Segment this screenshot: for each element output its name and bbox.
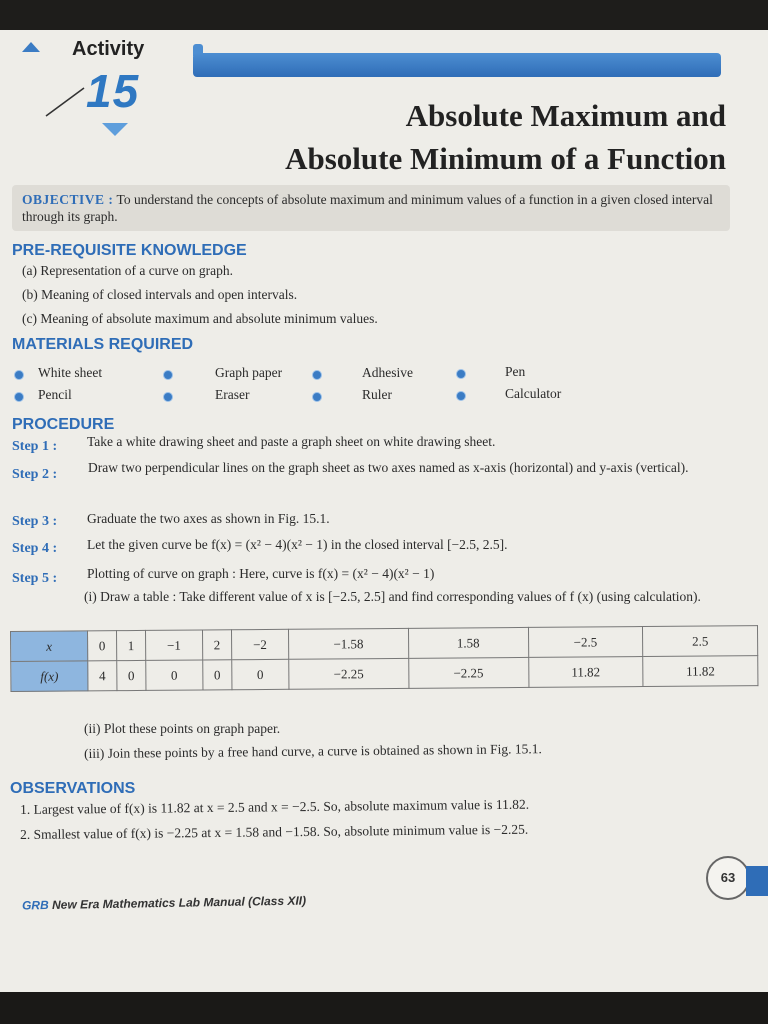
prerequisite-item: (c) Meaning of absolute maximum and absolute minimum values. <box>22 311 378 326</box>
page-number: 63 <box>706 856 750 900</box>
bullet-icon <box>163 370 173 380</box>
observations-heading: OBSERVATIONS <box>10 780 136 797</box>
sub-step-i: (i) Draw a table : Take different value of x is [−2.5, 2.5] and find corresponding values of f (x) (using calculation). <box>84 589 701 604</box>
table-header-fx: f(x) <box>11 661 88 692</box>
observation-item: 1. Largest value of f(x) is 11.82 at x = 2.5 and x = −2.5. So, absolute maximum value is 11.82. <box>20 796 530 817</box>
material-item: Pen <box>505 364 526 379</box>
table-cell: 0 <box>203 660 232 690</box>
bullet-icon <box>14 370 24 380</box>
bullet-icon <box>163 392 173 402</box>
step-text: Draw two perpendicular lines on the graph sheet as two axes named as x-axis (horizontal) and y-axis (vertical). <box>88 460 689 475</box>
table-cell: −2.25 <box>408 657 528 688</box>
table-cell: 0 <box>88 631 117 661</box>
table-cell: −2.5 <box>528 627 643 658</box>
values-table <box>10 625 758 692</box>
bullet-icon <box>312 392 322 402</box>
footer <box>22 894 306 913</box>
material-item: White sheet <box>38 365 103 380</box>
observation-item: 2. Smallest value of f(x) is −2.25 at x = 1.58 and −1.58. So, absolute minimum value is −2.25. <box>20 821 529 842</box>
material-item: Eraser <box>215 387 250 402</box>
sub-step-ii: (ii) Plot these points on graph paper. <box>84 721 281 736</box>
material-item: Calculator <box>505 386 562 401</box>
table-cell: 0 <box>145 660 202 690</box>
page-edge-tab <box>746 866 768 896</box>
step-label: Step 1 : <box>12 439 58 454</box>
desk-background <box>0 992 768 1024</box>
header-band <box>193 53 721 77</box>
bullet-icon <box>312 370 322 380</box>
book-page <box>0 30 768 992</box>
table-cell: 11.82 <box>643 656 758 687</box>
step-label: Step 2 : <box>12 467 58 482</box>
table-header-x: x <box>11 631 88 662</box>
table-cell: 0 <box>117 660 146 690</box>
prerequisite-item: (b) Meaning of closed intervals and open intervals. <box>22 287 298 302</box>
objective <box>22 191 727 225</box>
table-cell: 1 <box>116 630 145 660</box>
table-cell: −1.58 <box>288 628 408 659</box>
step-text: Take a white drawing sheet and paste a graph sheet on white drawing sheet. <box>87 434 496 449</box>
table-cell: 1.58 <box>408 627 528 658</box>
table-cell: −1 <box>145 630 202 660</box>
material-item: Pencil <box>38 387 72 402</box>
triangle-decoration-icon <box>22 42 40 52</box>
table-row-fx <box>11 656 758 692</box>
title-line-1: Absolute Maximum and <box>405 98 726 133</box>
prerequisite-item: (a) Representation of a curve on graph. <box>22 263 234 278</box>
sub-step-iii: (iii) Join these points by a free hand curve, a curve is obtained as shown in Fig. 15.1. <box>84 741 542 761</box>
bullet-icon <box>456 369 466 379</box>
material-item: Ruler <box>362 387 392 402</box>
step-label: Step 3 : <box>12 514 58 529</box>
step-text: Let the given curve be f(x) = (x² − 4)(x² − 1) in the closed interval [−2.5, 2.5]. <box>87 537 508 552</box>
footer-brand: GRB <box>21 898 49 913</box>
table-cell: 2.5 <box>643 626 758 657</box>
footer-title: New Era Mathematics Lab Manual (Class XII) <box>51 893 307 912</box>
objective-label: OBJECTIVE : <box>22 192 114 207</box>
table-cell: 0 <box>232 659 289 689</box>
step-label: Step 4 : <box>12 541 58 556</box>
prerequisite-heading: PRE-REQUISITE KNOWLEDGE <box>12 242 247 259</box>
table-cell: 2 <box>202 630 231 660</box>
activity-label: Activity <box>72 38 145 60</box>
triangle-down-icon <box>102 123 128 136</box>
bullet-icon <box>14 392 24 402</box>
step-text: Plotting of curve on graph : Here, curve is f(x) = (x² − 4)(x² − 1) <box>87 566 435 581</box>
materials-heading: MATERIALS REQUIRED <box>12 336 194 353</box>
step-text: Graduate the two axes as shown in Fig. 15.1. <box>87 511 330 526</box>
page-title <box>285 94 726 180</box>
table-cell: 4 <box>88 661 117 691</box>
material-item: Graph paper <box>215 365 283 380</box>
material-item: Adhesive <box>362 365 413 380</box>
objective-text: To understand the concepts of absolute maximum and minimum values of a function in a given closed interval through its graph. <box>22 192 713 224</box>
procedure-heading: PROCEDURE <box>12 416 115 433</box>
title-line-2: Absolute Minimum of a Function <box>285 141 726 176</box>
table-cell: 11.82 <box>528 657 643 688</box>
table-cell: −2 <box>231 629 288 659</box>
step-label: Step 5 : <box>12 571 58 586</box>
activity-number: 15 <box>86 65 140 117</box>
table-cell: −2.25 <box>289 658 409 689</box>
bullet-icon <box>456 391 466 401</box>
